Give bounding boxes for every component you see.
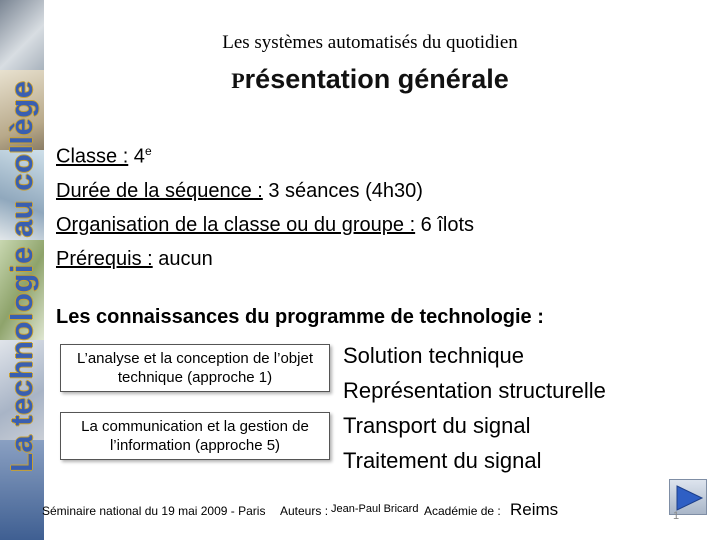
info-organisation [56,208,474,242]
info-classe [56,134,474,174]
info-classe-sup: e [144,144,152,158]
slide-title [160,64,580,95]
info-prerequis [56,242,474,276]
info-classe-label: Classe : [56,145,129,168]
page-number: 1 [673,510,680,522]
knowledge-item: Transport du signal [343,413,531,438]
footer-academie-label: Académie de : [424,504,501,518]
footer-academie: Reims [510,500,559,519]
slide-title-first-letter: P [231,68,245,93]
knowledge-items [343,338,606,478]
sidebar-vertical-title: La technologie au collège [4,80,39,472]
course-info [56,134,474,276]
footer-authors: Jean-Paul Bricard [331,503,419,515]
play-triangle-icon [674,484,704,512]
slide-title-rest: résentation générale [244,64,509,94]
info-duree [56,174,474,208]
info-duree-value: 3 séances (4h30) [262,179,423,202]
knowledge-item: Représentation structurelle [343,378,606,403]
knowledge-heading: Les connaissances du programme de technologie : [56,306,544,328]
approach-1-box: L’analyse et la conception de l’objet technique (approche 1) [60,344,330,392]
info-prerequis-label: Prérequis : [56,247,153,270]
info-organisation-label: Organisation de la classe ou du groupe : [56,213,416,236]
knowledge-item: Solution technique [343,343,525,368]
approach-5-box: La communication et la gestion de l’information (approche 5) [60,412,330,460]
info-organisation-value: 6 îlots [415,213,475,236]
footer-seminar: Séminaire national du 19 mai 2009 - Paris [42,504,266,518]
info-duree-label: Durée de la séquence : [56,179,263,202]
knowledge-item: Traitement du signal [343,448,542,473]
footer-authors-label: Auteurs : [280,504,329,518]
slide-supertitle: Les systèmes automatisés du quotidien [222,32,518,53]
info-classe-value: 4 [128,145,145,168]
info-prerequis-value: aucun [152,247,213,270]
